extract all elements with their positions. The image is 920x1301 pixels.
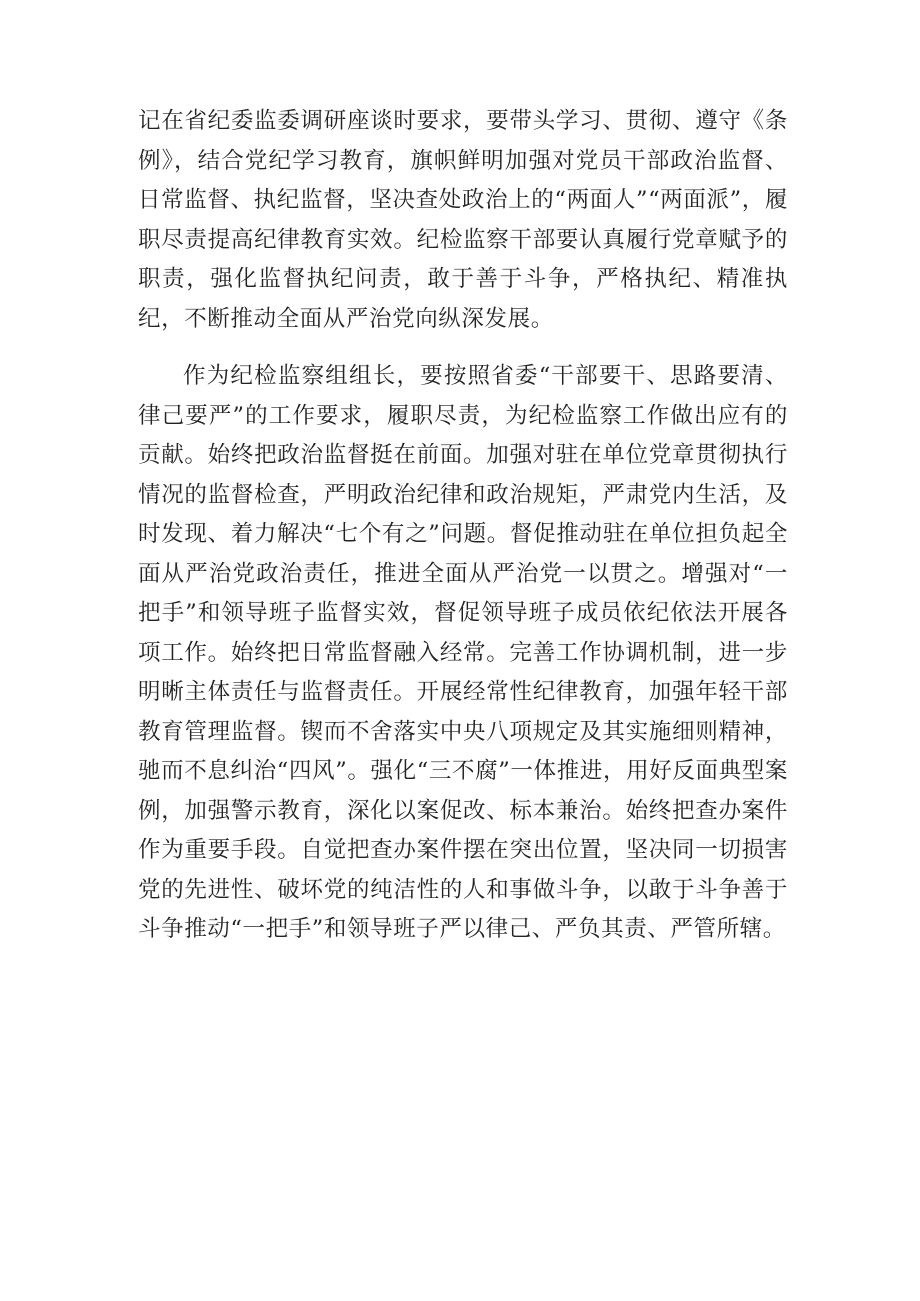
document-body [138,102,788,950]
paragraph-continuation: 记在省纪委监委调研座谈时要求，要带头学习、贯彻、遵守《条例》，结合党纪学习教育，旗帜鲜明加强对党员干部政治监督、日常监督、执纪监督，坚决查处政治上的“两面人”“两面派”，履职尽责提高纪律教育实效。纪检监察干部要认真履行党章赋予的职责，强化监督执纪问责，敢于善于斗争，严格执纪、精准执纪，不断推动全面从严治党向纵深发展。 [138,108,788,332]
paragraph-group-leader-duties: 作为纪检监察组组长，要按照省委“干部要干、思路要清、律己要严”的工作要求，履职尽责，为纪检监察工作做出应有的贡献。始终把政治监督挺在前面。加强对驻在单位党章贯彻执行情况的监督检查，严明政治纪律和政治规矩，严肃党内生活，及时发现、着力解决“七个有之”问题。督促推动驻在单位担负起全面从严治党政治责任，推进全面从严治党一以贯之。增强对“一把手”和领导班子监督实效，督促领导班子成员依纪依法开展各项工作。始终把日常监督融入经常。完善工作协调机制，进一步明晰主体责任与监督责任。开展经常性纪律教育，加强年轻干部教育管理监督。锲而不舍落实中央八项规定及其实施细则精神，驰而不息纠治“四风”。强化“三不腐”一体推进，用好反面典型案例，加强警示教育，深化以案促改、标本兼治。始终把查办案件作为重要手段。自觉把查办案件摆在突出位置，坚决同一切损害党的先进性、破坏党的纯洁性的人和事做斗争，以敢于斗争善于斗争推动“一把手”和领导班子严以律己、严负其责、严管所辖。 [138,363,788,942]
